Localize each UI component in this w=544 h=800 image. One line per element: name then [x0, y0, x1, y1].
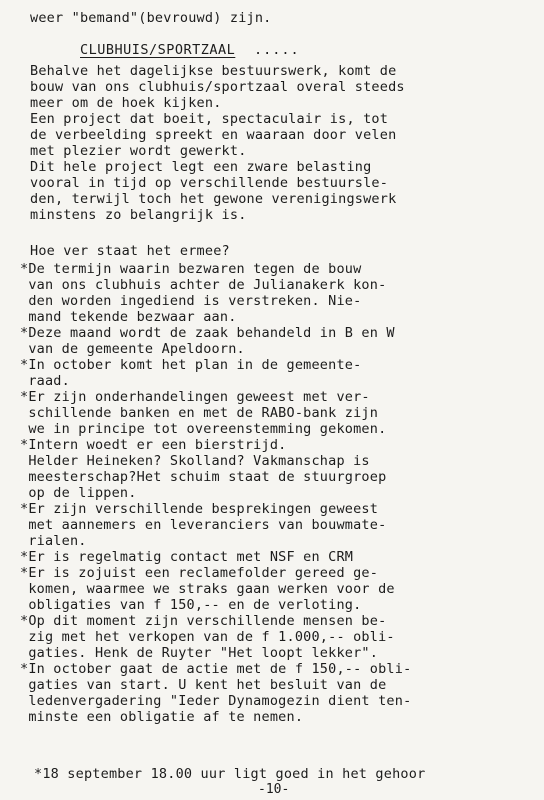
- bullet-line: Helder Heineken? Skolland? Vakmanschap is: [20, 453, 370, 469]
- bullet-line: *Deze maand wordt de zaak behandeld in B en W: [20, 325, 395, 341]
- intro-line: Dit hele project legt een zware belasting: [30, 159, 372, 175]
- bullet-line: *In october komt het plan in de gemeente-: [20, 357, 362, 373]
- bullet-line: mand tekende bezwaar aan.: [20, 309, 237, 325]
- bullet-line: *Er zijn onderhandelingen geweest met ver-: [20, 389, 370, 405]
- bullet-line: *Er zijn verschillende besprekingen geweest: [20, 501, 379, 517]
- intro-line: Behalve het dagelijkse bestuurswerk, komt de: [30, 63, 397, 79]
- bullet-line: *Op dit moment zijn verschillende mensen be-: [20, 613, 387, 629]
- bullet-line: op de lippen.: [20, 485, 137, 501]
- top-line: weer "bemand"(bevrouwd) zijn.: [30, 10, 272, 26]
- bullet-line: *Er is regelmatig contact met NSF en CRM: [20, 549, 354, 565]
- question-line: Hoe ver staat het ermee?: [30, 243, 230, 259]
- bullet-line: minste een obligatie af te nemen.: [20, 709, 304, 725]
- bullet-line: ledenvergadering "Ieder Dynamogezin dient ten-: [20, 693, 412, 709]
- bullet-line: *In october gaat de actie met de f 150,-- obli-: [20, 661, 412, 677]
- intro-line: minstens zo belangrijk is.: [30, 207, 247, 223]
- bullet-line: komen, waarmee we straks gaan werken voor de: [20, 581, 395, 597]
- bullet-line: den worden ingediend is verstreken. Nie-: [20, 293, 362, 309]
- bullet-line: *Intern woedt er een bierstrijd.: [20, 437, 287, 453]
- footer-line: *18 september 18.00 uur ligt goed in het gehoor: [34, 766, 426, 782]
- intro-line: den, terwijl toch het gewone verenigingswerk: [30, 191, 397, 207]
- bullet-line: *Er is zojuist een reclamefolder gereed ge-: [20, 565, 379, 581]
- bullet-line: obligaties van f 150,-- en de verloting.: [20, 597, 362, 613]
- section-heading: CLUBHUIS/SPORTZAAL: [80, 42, 236, 58]
- bullet-line: we in principe tot overeenstemming gekomen.: [20, 421, 387, 437]
- bullet-line: schillende banken en met de RABO-bank zijn: [20, 405, 379, 421]
- intro-line: Een project dat boeit, spectaculair is, tot: [30, 111, 389, 127]
- bullet-line: van ons clubhuis achter de Julianakerk kon-: [20, 277, 387, 293]
- intro-line: de verbeelding spreekt en waaraan door velen: [30, 127, 397, 143]
- bullet-line: *De termijn waarin bezwaren tegen de bouw: [20, 261, 362, 277]
- bullet-line: van de gemeente Apeldoorn.: [20, 341, 245, 357]
- intro-line: meer om de hoek kijken.: [30, 95, 222, 111]
- bullet-line: met aannemers en leveranciers van bouwmate-: [20, 517, 387, 533]
- bullet-line: raad.: [20, 373, 70, 389]
- bullet-line: gaties. Henk de Ruyter "Het loopt lekker".: [20, 645, 379, 661]
- bullet-line: zig met het verkopen van de f 1.000,-- obli-: [20, 629, 395, 645]
- intro-line: vooral in tijd op verschillende bestuursle-: [30, 175, 389, 191]
- bullet-line: gaties van start. U kent het besluit van de: [20, 677, 387, 693]
- intro-line: bouw van ons clubhuis/sportzaal overal steeds: [30, 79, 405, 95]
- heading-dots: .....: [254, 42, 300, 58]
- intro-line: met plezier wordt gewerkt.: [30, 143, 247, 159]
- bullet-line: rialen.: [20, 533, 87, 549]
- page-number: -10-: [258, 782, 290, 797]
- bullet-line: meesterschap?Het schuim staat de stuurgroep: [20, 469, 387, 485]
